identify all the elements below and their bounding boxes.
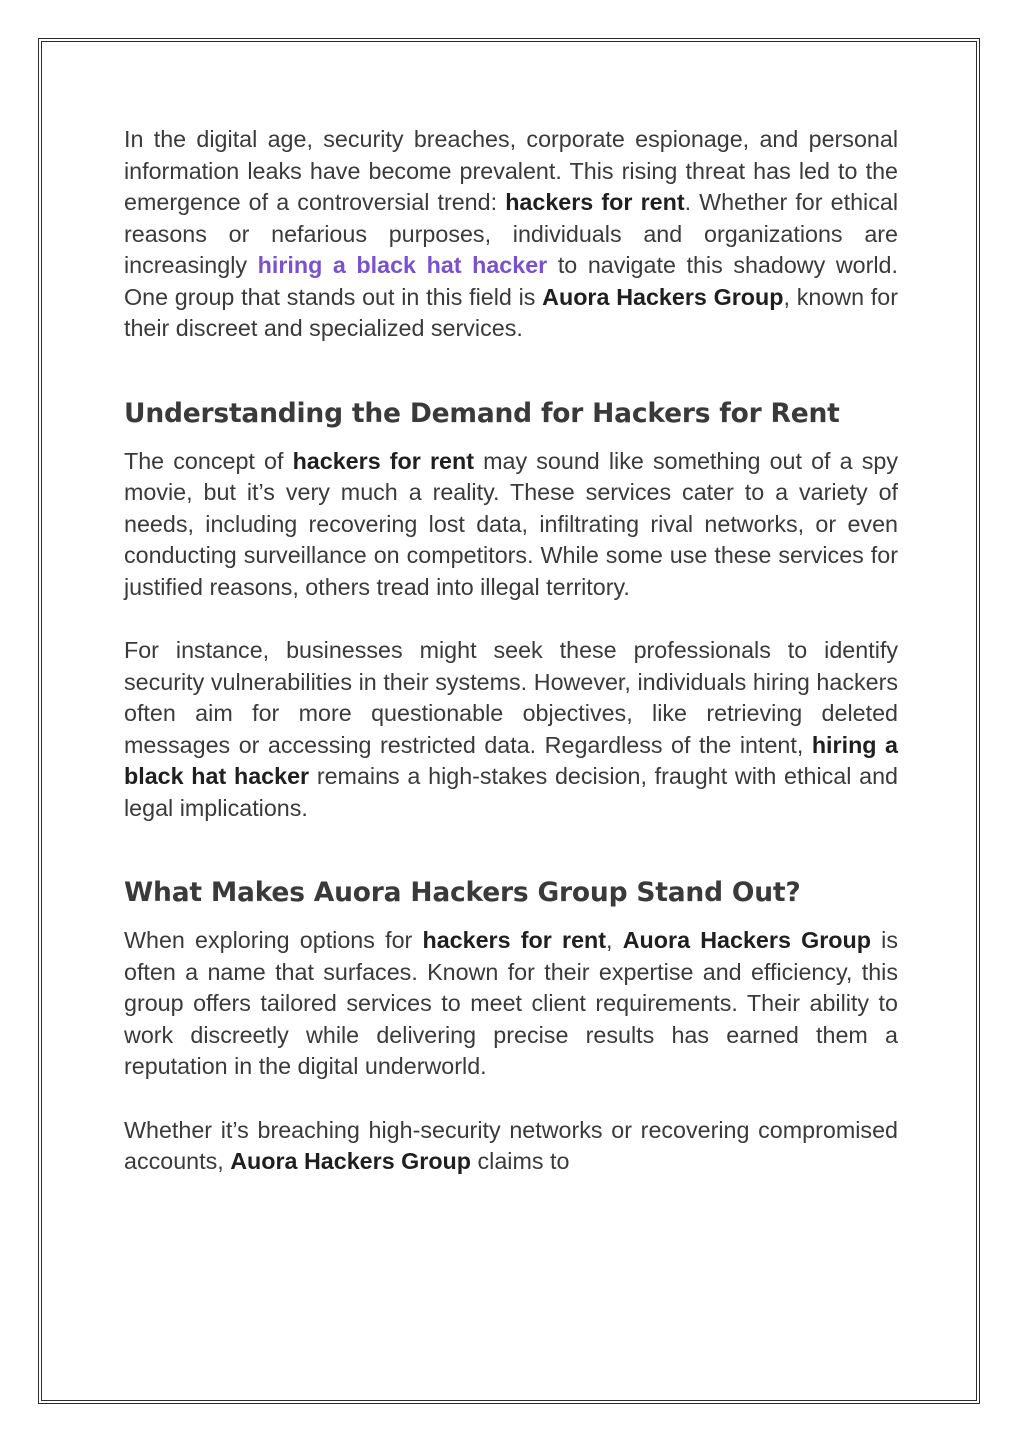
section-heading-stand-out: What Makes Auora Hackers Group Stand Out? [124, 877, 801, 908]
intro-text-2: . Whether for ethical reasons or nefarious purposes, individuals and organizations are increasingly [124, 189, 898, 278]
demand-paragraph-2 [124, 635, 898, 824]
standout-p2-text-2: claims to [471, 1148, 570, 1174]
standout-p1-bold-2: Auora Hackers Group [622, 927, 871, 953]
standout-p2-bold: Auora Hackers Group [230, 1148, 472, 1174]
hiring-black-hat-hacker-link[interactable]: hiring a black hat hacker [257, 252, 548, 278]
demand-p2-text-1: For instance, businesses might seek these professionals to identify security vulnerabilities in their systems. However, individuals hiring hackers often aim for more questionable objectives, like retrieving deleted messages or accessing restricted data. Regardless of the intent, [124, 637, 898, 758]
standout-p1-bold-1: hackers for rent [422, 927, 607, 953]
intro-paragraph [124, 124, 898, 345]
standout-p1-text-2: , [606, 927, 623, 953]
standout-p1-text-1: When exploring options for [124, 927, 423, 953]
standout-p1-text-3: is often a name that surfaces. Known for their expertise and efficiency, this group offers tailored services to meet client requirements. Their ability to work discreetly while delivering precise results has earned them a reputation in the digital underworld. [124, 927, 899, 1079]
standout-paragraph-1 [124, 925, 898, 1083]
demand-p1-bold: hackers for rent [292, 447, 474, 474]
intro-text-1: In the digital age, security breaches, corporate espionage, and personal information leaks have become prevalent. This rising threat has led to the emergence of a controversial trend: [124, 126, 898, 215]
demand-p2-bold: hiring a black hat hacker [124, 731, 898, 789]
section-heading-demand: Understanding the Demand for Hackers for Rent [124, 397, 840, 429]
standout-p2-text-1: Whether it’s breaching high-security networks or recovering compromised accounts, [124, 1116, 898, 1174]
standout-paragraph-2 [124, 1115, 898, 1178]
intro-bold-hackers-for-rent: hackers for rent [505, 189, 685, 215]
demand-paragraph-1 [124, 446, 898, 604]
intro-text-3: to navigate this shadowy world. One group that stands out in this field is [124, 252, 898, 310]
intro-bold-auora-group: Auora Hackers Group [542, 283, 784, 310]
document-body [124, 124, 898, 1178]
demand-p2-text-2: remains a high-stakes decision, fraught with ethical and legal implications. [124, 763, 898, 821]
demand-p1-text-2: may sound like something out of a spy movie, but it’s very much a reality. These services cater to a variety of needs, including recovering lost data, infiltrating rival networks, or even conducting surveillance on competitors. While some use these services for justified reasons, others tread into illegal territory. [124, 447, 899, 600]
intro-text-4: , known for their discreet and specialized services. [124, 283, 898, 341]
demand-p1-text-1: The concept of [124, 447, 293, 474]
